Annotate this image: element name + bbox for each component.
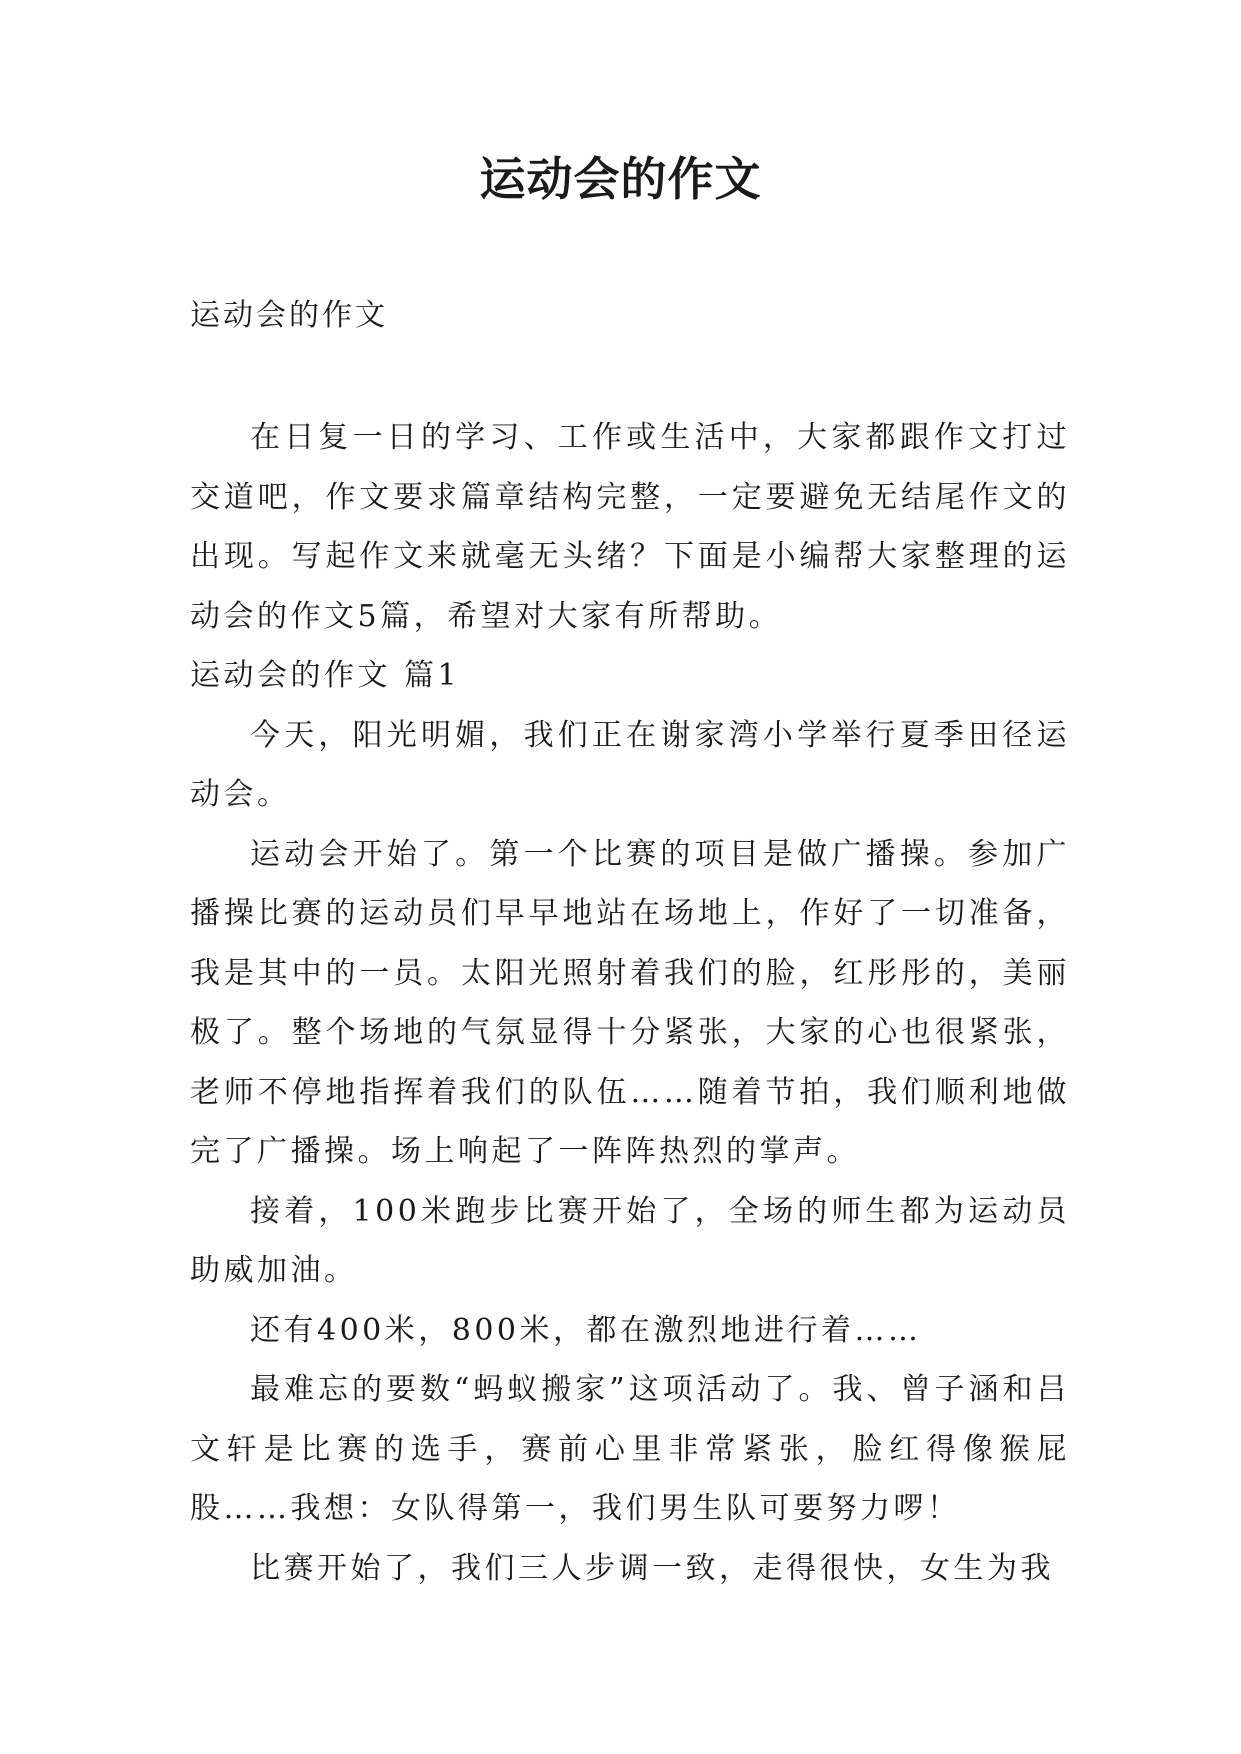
- document-subtitle: 运动会的作文: [190, 298, 388, 333]
- body-paragraph: 比赛开始了，我们三人步调一致，走得很快，女生为我: [250, 1550, 1054, 1586]
- intro-paragraph: 在日复一日的学习、工作或生活中，大家都跟作文打过交道吧，作文要求篇章结构完整，一定要避免无结尾作文的出现。写起作文来就毫无头绪？下面是小编帮大家整理的运动会的作文5篇，希望对大家有所帮助。: [190, 420, 1070, 634]
- body-paragraph: 今天，阳光明媚，我们正在谢家湾小学举行夏季田径运动会。: [190, 717, 1070, 812]
- body-paragraph: 还有400米，800米，都在激烈地进行着……: [250, 1312, 922, 1348]
- body-paragraph: 接着，100米跑步比赛开始了，全场的师生都为运动员助威加油。: [190, 1193, 1070, 1288]
- body-paragraph: 运动会开始了。第一个比赛的项目是做广播操。参加广播操比赛的运动员们早早地站在场地上，作好了一切准备，我是其中的一员。太阳光照射着我们的脸，红彤彤的，美丽极了。整个场地的气氛显得十分紧张，大家的心也很紧张，老师不停地指挥着我们的队伍……随着节拍，我们顺利地做完了广播操。场上响起了一阵阵热烈的掌声。: [190, 836, 1070, 1169]
- document-title: 运动会的作文: [479, 152, 762, 206]
- document-body: [190, 408, 1070, 1598]
- body-paragraph: 最难忘的要数“蚂蚁搬家”这项活动了。我、曾子涵和吕文轩是比赛的选手，赛前心里非常紧张，脸红得像猴屁股……我想：女队得第一，我们男生队可要努力啰！: [190, 1372, 1070, 1526]
- section-heading: 运动会的作文 篇1: [190, 658, 461, 693]
